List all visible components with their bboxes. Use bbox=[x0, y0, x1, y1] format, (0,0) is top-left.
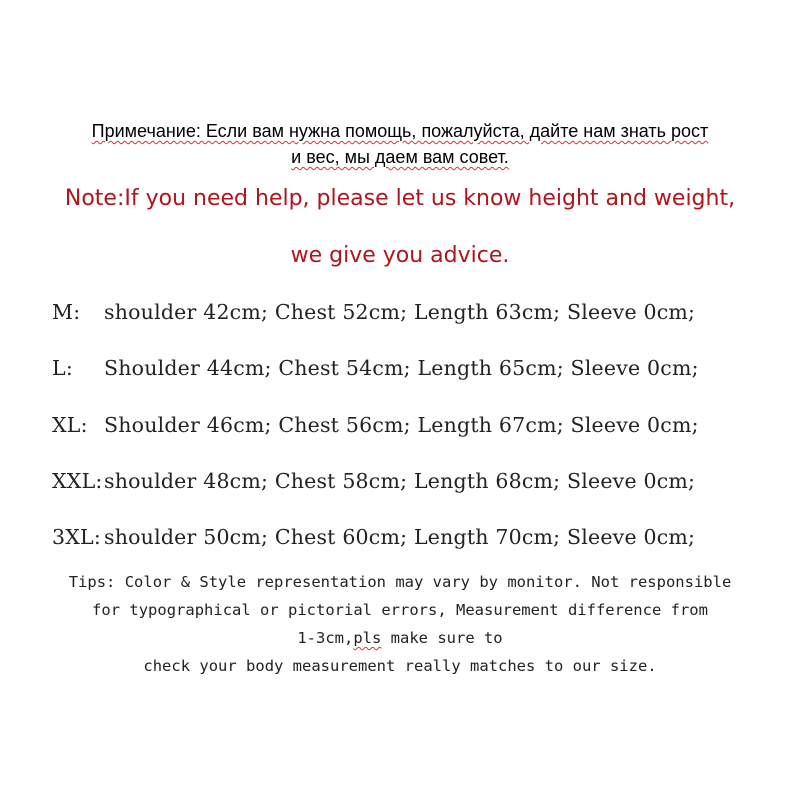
size-row-xl bbox=[52, 413, 772, 437]
tips-line-3 bbox=[0, 624, 800, 652]
tips-line-2: for typographical or pictorial errors, Measurement difference from bbox=[92, 601, 708, 619]
size-measurements: shoulder 42cm; Chest 52cm; Length 63cm; Sleeve 0cm; bbox=[104, 300, 696, 324]
size-measurements: Shoulder 44cm; Chest 54cm; Length 65cm; Sleeve 0cm; bbox=[104, 356, 699, 380]
size-measurements: shoulder 48cm; Chest 58cm; Length 68cm; Sleeve 0cm; bbox=[104, 469, 696, 493]
size-measurements: Shoulder 46cm; Chest 56cm; Length 67cm; Sleeve 0cm; bbox=[104, 413, 699, 437]
tips-line-3-pls: pls bbox=[353, 629, 382, 647]
size-label: XXL: bbox=[52, 469, 103, 493]
size-row-l bbox=[52, 356, 772, 380]
tips-line-3-start: 1-3cm, bbox=[297, 629, 354, 647]
size-label: M: bbox=[52, 300, 81, 324]
russian-note-line-2: и вес, мы даем вам совет. bbox=[291, 147, 509, 167]
tips-line-3-end: make sure to bbox=[381, 629, 503, 647]
size-row-xxl bbox=[52, 469, 772, 493]
size-label: 3XL: bbox=[52, 525, 101, 549]
size-measurements: shoulder 50cm; Chest 60cm; Length 70cm; Sleeve 0cm; bbox=[104, 525, 696, 549]
english-note-line-1: Note:If you need help, please let us know height and weight, bbox=[64, 186, 736, 211]
size-row-m bbox=[52, 300, 772, 324]
tips-line-1: Tips: Color & Style representation may vary by monitor. Not responsible bbox=[68, 573, 732, 591]
tips-line-4: check your body measurement really matches to our size. bbox=[143, 657, 657, 675]
size-row-3xl bbox=[52, 525, 772, 549]
english-note-line-2: we give you advice. bbox=[290, 243, 510, 268]
size-label: L: bbox=[52, 356, 73, 380]
size-label: XL: bbox=[52, 413, 88, 437]
russian-note-line-1: Примечание: Если вам нужна помощь, пожалуйста, дайте нам знать рост bbox=[91, 121, 709, 141]
tips-note bbox=[0, 568, 800, 680]
russian-note bbox=[0, 118, 800, 170]
